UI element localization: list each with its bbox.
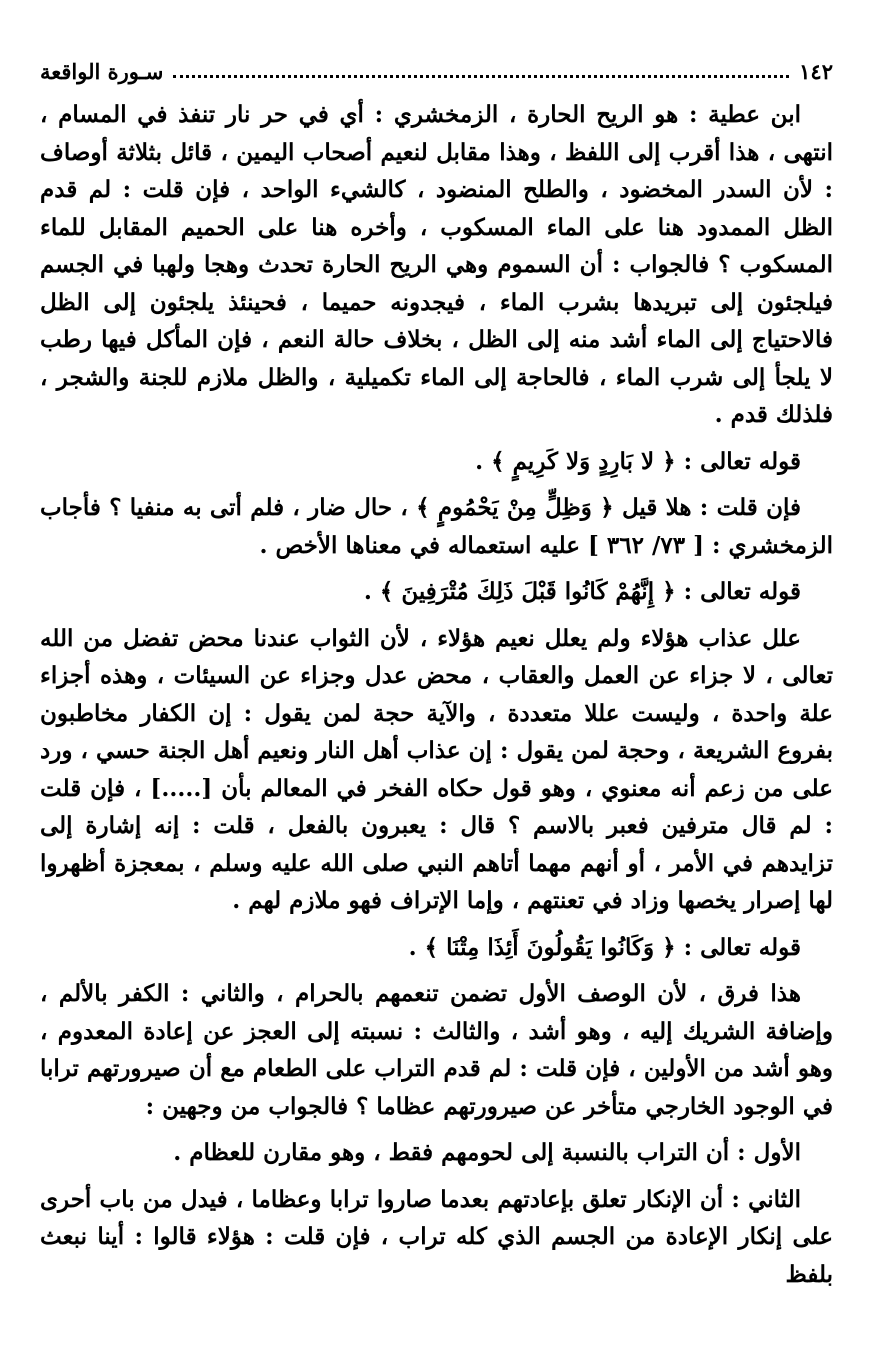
verse-heading: قوله تعالى : ﴿ إِنَّهُمْ كَانُوا قَبْلَ ذَلِكَ مُتْرَفِينَ ﴾ . xyxy=(363,578,801,605)
verse-heading: قوله تعالى : ﴿ وَكَانُوا يَقُولُونَ أَئِذَا مِتْنَا ﴾ . xyxy=(408,933,801,961)
paragraph: علل عذاب هؤلاء ولم يعلل نعيم هؤلاء ، لأن الثواب عندنا محض تفضل من الله تعالى ، لا جزاء عن العمل والعقاب ، محض عدل وجزاء عن السيئات ، وهذه أجزاء علة واحدة ، وليست عللا متعددة ، والآية حجة لمن يقول : إن الكفار مخاطبون بفروع الشريعة ، وحجة لمن يقول : إن عذاب أهل النار ونعيم أهل الجنة حسي ، ورد على من زعم أنه معنوي ، وهو قول حكاه الفخر في المعالم بأن [.....] ، فإن قلت : لم قال مترفين فعبر بالاسم ؟ قال : يعبرون بالفعل ، قلت : إنه إشارة إلى تزايدهم في الأمر ، أو أنهم مهما أتاهم النبي صلى الله عليه وسلم ، بمعجزة أظهروا لها إصرار يخصها وزاد في تعنتهم ، وإما الإتراف فهو ملازم لهم . xyxy=(40,624,833,914)
page-number: ١٤٢ xyxy=(799,59,833,84)
paragraph: ابن عطية : هو الريح الحارة ، الزمخشري : أي في حر نار تنفذ في المسام ، انتهى ، هذا أقرب إلى اللفظ ، وهذا مقابل لنعيم أصحاب اليمين ، قائل بثلاثة أوصاف : لأن السدر المخضود ، والطلح المنضود ، كالشيء الواحد ، فإن قلت : لم قدم الظل الممدود هنا على الماء المسكوب ، وأخره هنا على الحميم المقابل للماء المسكوب ؟ فالجواب : أن السموم وهي الريح الحارة تحدث وهجا ولهبا في الجسم فيلجئون إلى تبريدها بشرب الماء ، فيجدونه حميما ، فحينئذ يلجئون إلى الظل فالاحتياج إلى الماء أشد منه إلى الظل ، بخلاف حالة النعم ، فإن المأكل فيها رطب لا يلجأ إلى شرب الماء ، فالحاجة إلى الماء تكميلية ، والظل ملازم للجنة والشجر ، فلذلك قدم . xyxy=(40,101,833,428)
paragraph: فإن قلت : هلا قيل ﴿ وَظِلٍّ مِنْ يَحْمُومٍ ﴾ ، حال ضار ، فلم أتى به منفيا ؟ فأجاب الزمخشري : [ ٧٣/ ٣٦٢ ] عليه استعماله في معناها الأخص . xyxy=(40,494,833,559)
page-header xyxy=(40,40,833,84)
header-dotted-rule xyxy=(173,75,789,78)
verse-heading: قوله تعالى : ﴿ لا بَارِدٍ وَلا كَرِيمٍ ﴾ . xyxy=(475,447,801,475)
surah-title: سـورة الواقعة xyxy=(40,59,164,84)
paragraph: الأول : أن التراب بالنسبة إلى لحومهم فقط ، وهو مقارن للعظام . xyxy=(173,1139,801,1166)
paragraph: الثاني : أن الإنكار تعلق بإعادتهم بعدما صاروا ترابا وعظاما ، فيدل من باب أحرى على إنكار الإعادة من الجسم الذي كله تراب ، فإن قلت : هؤلاء قالوا : أينا نبعث بلفظ xyxy=(40,1185,833,1288)
book-page xyxy=(40,40,833,1340)
page-body xyxy=(40,96,833,1293)
paragraph: هذا فرق ، لأن الوصف الأول تضمن تنعمهم بالحرام ، والثاني : الكفر بالألم ، وإضافة الشريك إليه ، وهو أشد ، والثالث : نسبته إلى العجز عن إعادة المعدوم ، وهو أشد من الأولين ، فإن قلت : لم قدم التراب على الطعام مع أن صيرورتهم ترابا في الوجود الخارجي متأخر عن صيرورتهم عظاما ؟ فالجواب من وجهين : xyxy=(40,980,833,1120)
